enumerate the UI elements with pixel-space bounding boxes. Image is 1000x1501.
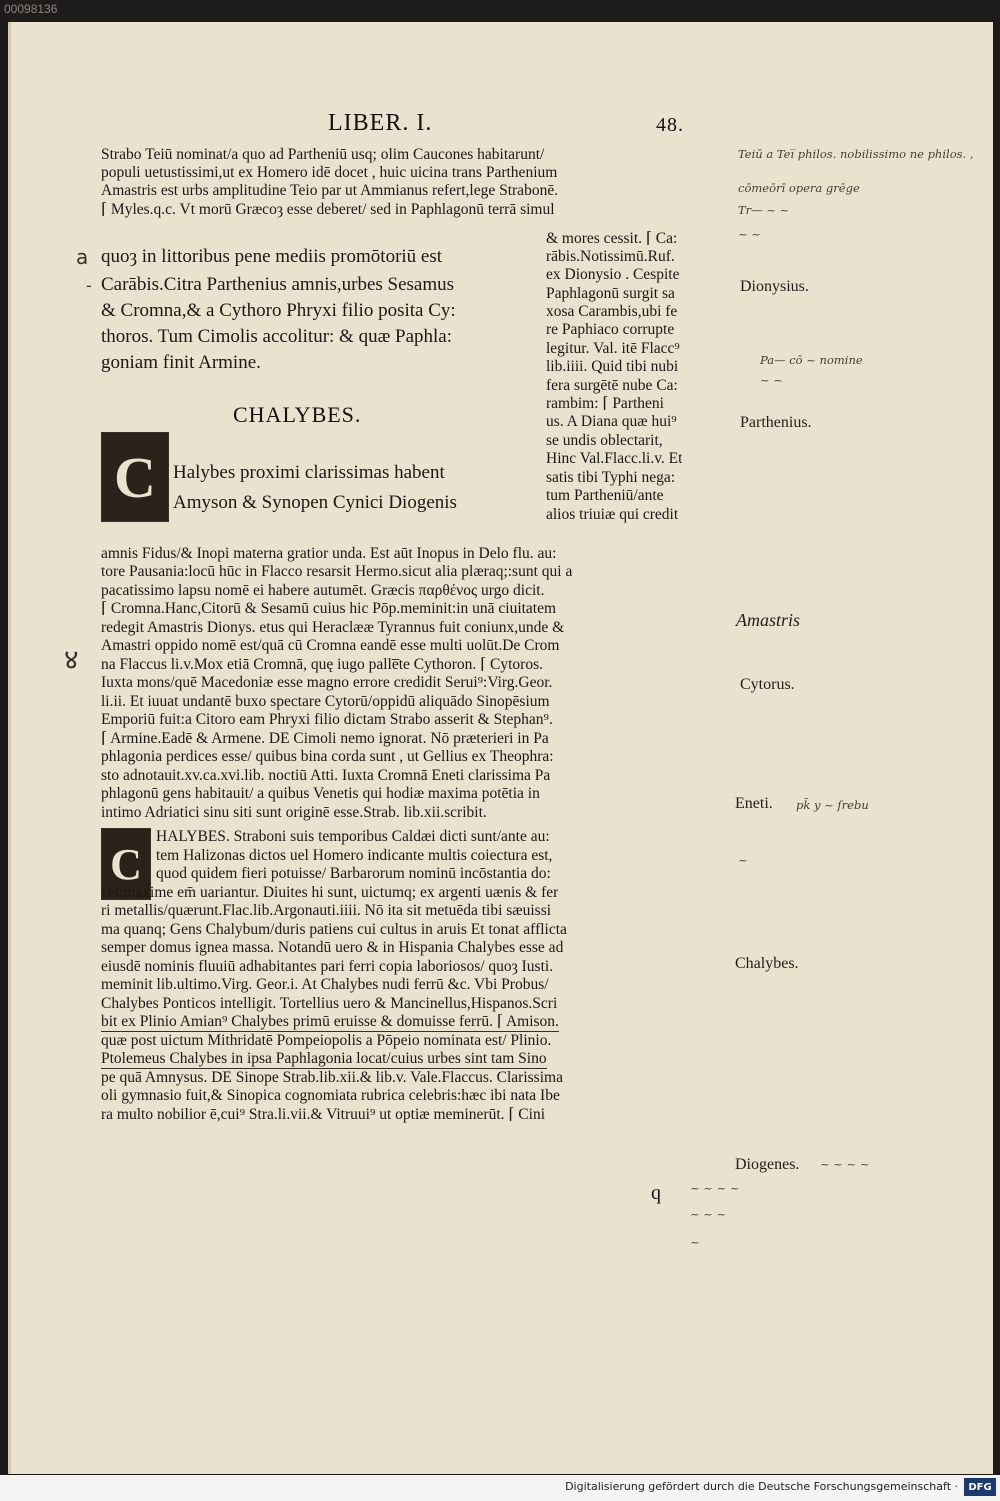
commentary-line: Emporiū fuit:a Citoro eam Phryxi filio dictam Strabo asserit & Stephan⁹. [101, 711, 553, 728]
handwritten-note: Tr— ~ ~ [738, 203, 790, 217]
column-line: fera surgētē nube Ca: [546, 377, 678, 394]
commentary-line: Chalybes Ponticos intelligit. Tortellius uero & Mancinellus,Hispanos.Scri [101, 995, 558, 1012]
folio-number: 48. [656, 114, 684, 136]
column-line: rābis.Notissimū.Ruf. [546, 248, 675, 265]
column-line: satis tibi Typhi nega: [546, 469, 676, 486]
digitization-footer [0, 1475, 1000, 1501]
commentary-line: HALYBES. Straboni suis temporibus Caldæi dicti sunt/ante au: [156, 828, 550, 845]
marginal-dash: - [86, 276, 92, 295]
commentary-line: eiusdē nominis fluuiū adhabitantes pari ferri copia laboriosos/ quoȝ Iusti. [101, 958, 554, 975]
margin-note: Dionysius. [740, 278, 809, 295]
main-text-line: goniam finit Armine. [101, 352, 261, 373]
column-line: alios triuiæ qui credit [546, 506, 679, 523]
commentary-line: amnis Fidus/& Inopi materna gratior unda. Est aūt Inopus in Delo flu. au: [101, 545, 557, 562]
margin-note: Parthenius. [740, 414, 812, 431]
margin-note: Eneti. [735, 795, 773, 812]
column-line: legitur. Val. itē Flacc⁹ [546, 340, 680, 357]
commentary-line: intimo Adriatici sinu siti sunt originē esse.Strab. lib.xii.scribit. [101, 804, 487, 821]
running-title: LIBER. I. [328, 110, 433, 136]
commentary-line: quod quidem fieri potuisse/ Barbarorum nominū incōstantia do: [156, 865, 551, 882]
commentary-line: phlagonū gens habitauit/ a quibus Venetis qui hodiæ maxima potētia in [101, 785, 540, 802]
commentary-line: tem Halizonas dictos uel Homero indicante multis coiectura est, [156, 847, 553, 864]
commentary-line: oli gymnasio fuit,& Sinopica cognomiata rubrica celebris:hæc ibi nata Ibe [101, 1087, 560, 1104]
column-line: Paphlagonū surgit sa [546, 285, 675, 302]
main-text-line: quoȝ in littoribus pene mediis promōtoriū est [101, 246, 443, 267]
commentary-line: bit ex Plinio Amian⁹ Chalybes primū eruisse & domuisse ferrū. ⌈ Amison. [101, 1013, 559, 1032]
column-line: & mores cessit. ⌈ Ca: [546, 230, 678, 247]
commentary-line: Iuxta mons/quē Macedoniæ esse magno errore credidit Serui⁹:Virg.Geor. [101, 674, 553, 691]
marginal-letter-a: a [76, 245, 89, 269]
dfg-logo: DFG [964, 1478, 996, 1496]
column-line: se undis oblectarit, [546, 432, 663, 449]
funding-notice: Digitalisierung gefördert durch die Deutsche Forschungsgemeinschaft · [565, 1480, 958, 1493]
commentary-line: Ptolemeus Chalybes in ipsa Paphlagonia locat/cuius urbes sint tam Sino [101, 1050, 547, 1069]
column-line: xosa Carambis,ubi fe [546, 303, 678, 320]
marginal-bracket-mark: ४ [64, 643, 79, 676]
margin-note: Chalybes. [735, 955, 799, 972]
commentary-line: na Flaccus li.v.Mox etiā Cromnā, quę iugo palle̅te Cythoron. ⌈ Cytoros. [101, 656, 543, 673]
handwritten-note: pk̄ y ~ ſrebu [796, 798, 869, 812]
main-text-line: Amyson & Synopen Cynici Diogenis [173, 492, 457, 513]
margin-note-handwritten: Amastris [736, 610, 801, 630]
commentary-line: ri metallis/quærunt.Flac.lib.Argonauti.iiii. Nō ita sit metuēda tibi sæuissi [101, 902, 552, 919]
commentary-line: tore Pausania:locū hūc in Flacco resarsit Hermo.sicut alia plæraq;:sunt qui a [101, 563, 573, 580]
handwritten-note: ~ ~ [738, 227, 761, 241]
commentary-line: ⌈ Cromna.Hanc,Citorū & Sesamū cuius hic Pōp.meminit:in unā ciuitatem [101, 600, 557, 617]
commentary-line: sto adnotauit.xv.ca.xvi.lib. noctiū Atti. Iuxta Cromnā Eneti clarissima Pa [101, 767, 551, 784]
column-line: ex Dionysio . Cespite [546, 266, 680, 283]
handwritten-note: Teiū a Tei̅ philos. nobilissimo ne philos. , [738, 147, 974, 161]
commentary-line: li.ii. Et iuuat undantē buxo spectare Cytorū/oppidū aliquādo Sinopēsium [101, 693, 550, 710]
handwritten-note: Pa— cō ~ nomine [760, 353, 863, 367]
handwritten-note: ~ [690, 1235, 700, 1249]
commentary-line: ma quanq; Gens Chalybum/duris patiens cui cultus in aruis Et tonat afflicta [101, 921, 567, 938]
decorated-initial-c: C [101, 432, 169, 522]
decorated-initial-c: C [101, 828, 151, 900]
commentary-line: cet:maxime em̄ uariantur. Diuites hi sunt, uictumq; ex argenti uænis & fer [101, 884, 559, 901]
main-text-line: & Cromna,& a Cythoro Phryxi filio posita Cy: [101, 300, 456, 321]
commentary-line: ⌈ Armine.Eadē & Armene. DE Cimoli nemo ignorat. Nō præterieri in Pa [101, 730, 549, 747]
scan-top-edge [0, 0, 1000, 22]
main-text-line: Halybes proximi clarissimas habent [173, 462, 445, 483]
commentary-line: ra multo nobilior ē,cui⁹ Stra.li.vii.& Vitruui⁹ ut optiæ meminerūt. ⌈ Cini [101, 1106, 546, 1123]
catalog-number: 00098136 [4, 2, 58, 16]
commentary-line: semper domus ignea massa. Notandū uero & in Hispania Chalybes esse ad [101, 939, 564, 956]
column-line: Hinc Val.Flacc.li.v. Et [546, 450, 683, 467]
column-line: rambim: ⌈ Partheni [546, 395, 664, 412]
commentary-line: pe quā Amnysus. DE Sinope Strab.lib.xii.& lib.v. Vale.Flaccus. Clarissima [101, 1069, 563, 1086]
section-heading: CHALYBES. [233, 402, 362, 427]
main-text-line: Carābis.Citra Parthenius amnis,urbes Sesamus [101, 274, 455, 295]
text-line: Strabo Teiū nominat/a quo ad Partheniū usq; olim Caucones habitarunt/ [101, 146, 545, 163]
column-line: us. A Diana quæ hui⁹ [546, 413, 677, 430]
margin-note: Diogenes. [735, 1156, 800, 1173]
margin-note: Cytorus. [740, 676, 795, 693]
main-text-line: thoros. Tum Cimolis accolitur: & quæ Paphla: [101, 326, 452, 347]
handwritten-note: ~ ~ ~ [690, 1207, 727, 1221]
handwritten-note: ~ ~ [760, 373, 783, 387]
text-line: ⌈ Myles.q.c. Vt morū Græcoȝ esse deberet/ sed in Paphlagonū terrā simul [101, 201, 555, 218]
column-line: lib.iiii. Quid tibi nubi [546, 358, 679, 375]
commentary-line: phlagonia perdices esse/ quibus bina corda sunt , ut Gellius ex Theophra: [101, 748, 554, 765]
text-line: populi uetustissimi,ut ex Homero idē docet , huic uicina trans Parthenium [101, 164, 558, 181]
handwritten-note: ~ ~ ~ ~ [690, 1181, 740, 1195]
commentary-line: pacatissimo lapsu nomē ei habere autumēt. Græcis παρθένος urgo dicit. [101, 582, 545, 599]
commentary-line: quæ post uictum Mithridatē Pompeiopolis a Pōpeio nominata est/ Plinio. [101, 1032, 552, 1049]
commentary-line: redegit Amastris Dionys. etus qui Heraclææ Tyrannus fuit coniunx,unde & [101, 619, 565, 636]
handwritten-note: cōmeōrī opera grēge [738, 181, 860, 195]
signature-mark: q [651, 1182, 661, 1204]
commentary-line: Amastri oppido nomē est/quā cū Cromna eandē esse multi uolūt.De Crom [101, 637, 560, 654]
handwritten-note: ~ [738, 853, 748, 867]
handwritten-note: ~ ~ ~ ~ [820, 1157, 870, 1171]
column-line: tum Partheniū/ante [546, 487, 664, 504]
column-line: re Paphiaco corrupte [546, 321, 675, 338]
text-line: Amastris est urbs amplitudine Teio par ut Ammianus refert,lege Strabonē. [101, 182, 559, 199]
commentary-line: meminit lib.ultimo.Virg. Geor.i. At Chalybes nudi ferrū &c. Vbi Probus/ [101, 976, 549, 993]
